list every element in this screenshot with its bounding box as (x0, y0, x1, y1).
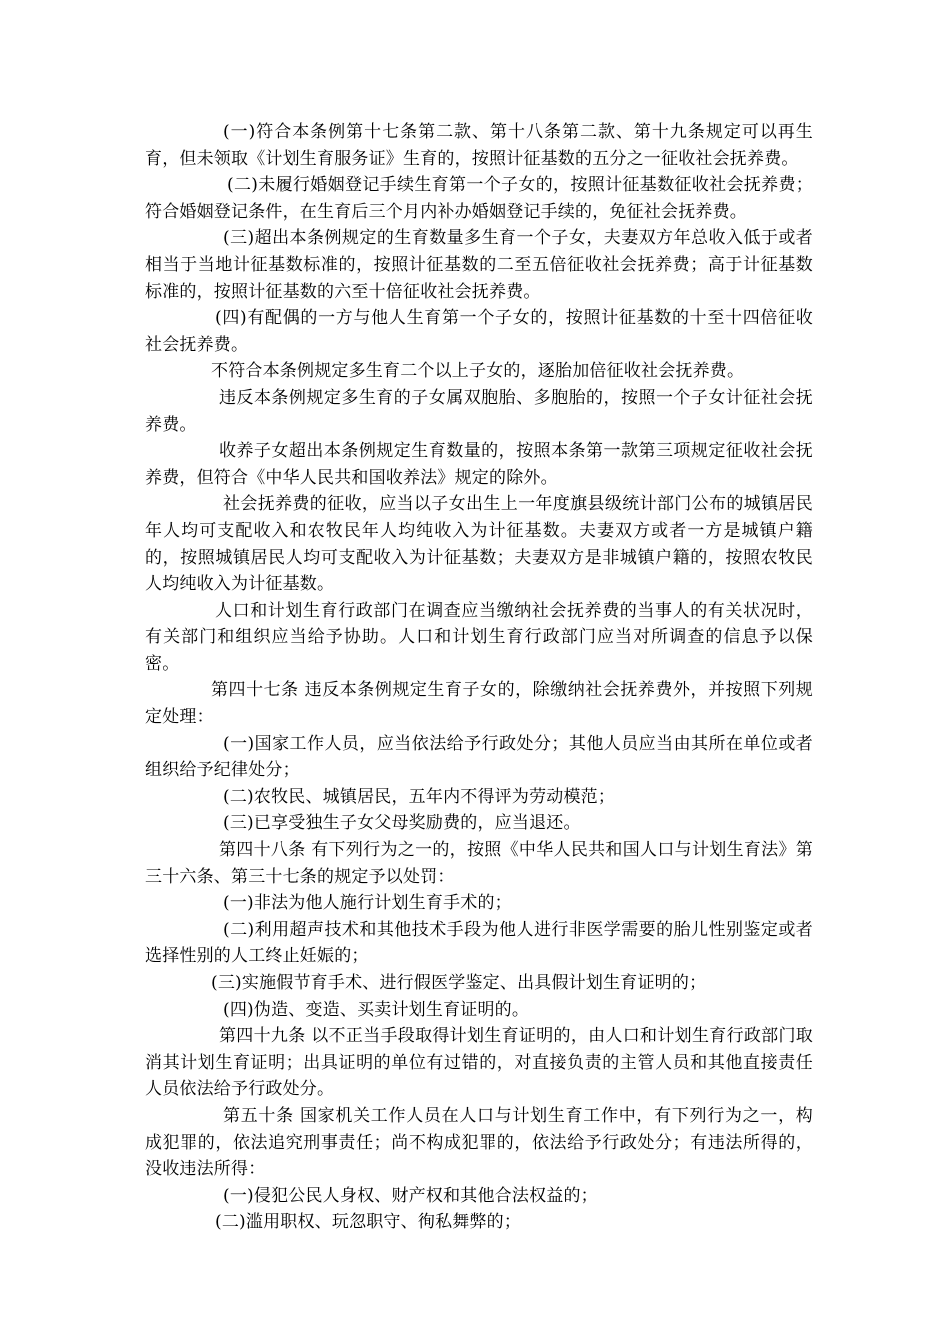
article-48: 第四十八条 有下列行为之一的，按照《中华人民共和国人口与计划生育法》第三十六条、第三十七条的规定予以处罚： (145, 840, 813, 887)
paragraph-8: 社会抚养费的征收，应当以子女出生上一年度旗县级统计部门公布的城镇居民年人均可支配收入和农牧民年人均纯收入为计征基数。夫妻双方或者一方是城镇户籍的，按照城镇居民人均可支配收入为计征基数；夫妻双方是非城镇户籍的，按照农牧民人均纯收入为计征基数。 (145, 494, 813, 595)
paragraph-5: 不符合本条例规定多生育二个以上子女的，逐胎加倍征收社会抚养费。 (211, 361, 745, 382)
article-48-item-4: (四)伪造、变造、买卖计划生育证明的。 (223, 999, 530, 1020)
article-48-item-2: (二)利用超声技术和其他技术手段为他人进行非医学需要的胎儿性别鉴定或者选择性别的人工终止妊娠的； (145, 919, 813, 967)
paragraph-7: 收养子女超出本条例规定生育数量的，按照本条第一款第三项规定征收社会抚养费，但符合《中华人民共和国收养法》规定的除外。 (145, 441, 813, 488)
article-47-item-2: (二)农牧民、城镇居民，五年内不得评为劳动模范； (223, 786, 616, 807)
paragraph-3: (三)超出本条例规定的生育数量多生育一个子女，夫妻双方年总收入低于或者相当于当地计征基数标准的，按照计征基数的二至五倍征收社会抚养费；高于计征基数标准的，按照计征基数的六至十倍征收社会抚养费。 (145, 228, 813, 302)
article-47-item-3: (三)已享受独生子女父母奖励费的，应当退还。 (223, 813, 581, 834)
article-47-item-1: (一)国家工作人员，应当依法给予行政处分；其他人员应当由其所在单位或者组织给予纪律处分； (145, 733, 813, 781)
article-49: 第四十九条 以不正当手段取得计划生育证明的，由人口和计划生育行政部门取消其计划生育证明；出具证明的单位有过错的，对直接负责的主管人员和其他直接责任人员依法给予行政处分。 (145, 1026, 813, 1100)
article-48-item-3: (三)实施假节育手术、进行假医学鉴定、出具假计划生育证明的； (211, 973, 707, 993)
paragraph-2: (二)未履行婚姻登记手续生育第一个子女的，按照计征基数征收社会抚养费；符合婚姻登记条件，在生育后三个月内补办婚姻登记手续的，免征社会抚养费。 (145, 175, 813, 222)
paragraph-9: 人口和计划生育行政部门在调查应当缴纳社会抚养费的当事人的有关状况时，有关部门和组织应当给予协助。人口和计划生育行政部门应当对所调查的信息予以保密。 (145, 600, 813, 674)
article-50-item-1: (一)侵犯公民人身权、财产权和其他合法权益的； (223, 1185, 598, 1206)
article-48-item-1: (一)非法为他人施行计划生育手术的； (223, 893, 512, 914)
article-50: 第五十条 国家机关工作人员在人口与计划生育工作中，有下列行为之一，构成犯罪的，依法追究刑事责任；尚不构成犯罪的，依法给予行政处分；有违法所得的，没收违法所得： (145, 1105, 813, 1180)
article-47: 第四十七条 违反本条例规定生育子女的，除缴纳社会抚养费外，并按照下列规定处理： (145, 680, 813, 728)
paragraph-1: (一)符合本条例第十七条第二款、第十八条第二款、第十九条规定可以再生育，但未领取《计划生育服务证》生育的，按照计征基数的五分之一征收社会抚养费。 (145, 122, 813, 169)
document-body (145, 119, 813, 1236)
article-50-item-2: (二)滥用职权、玩忽职守、徇私舞弊的； (215, 1212, 522, 1233)
paragraph-6: 违反本条例规定多生育的子女属双胞胎、多胞胎的，按照一个子女计征社会抚养费。 (145, 387, 813, 435)
paragraph-4: (四)有配偶的一方与他人生育第一个子女的，按照计征基数的十至十四倍征收社会抚养费。 (145, 308, 813, 355)
